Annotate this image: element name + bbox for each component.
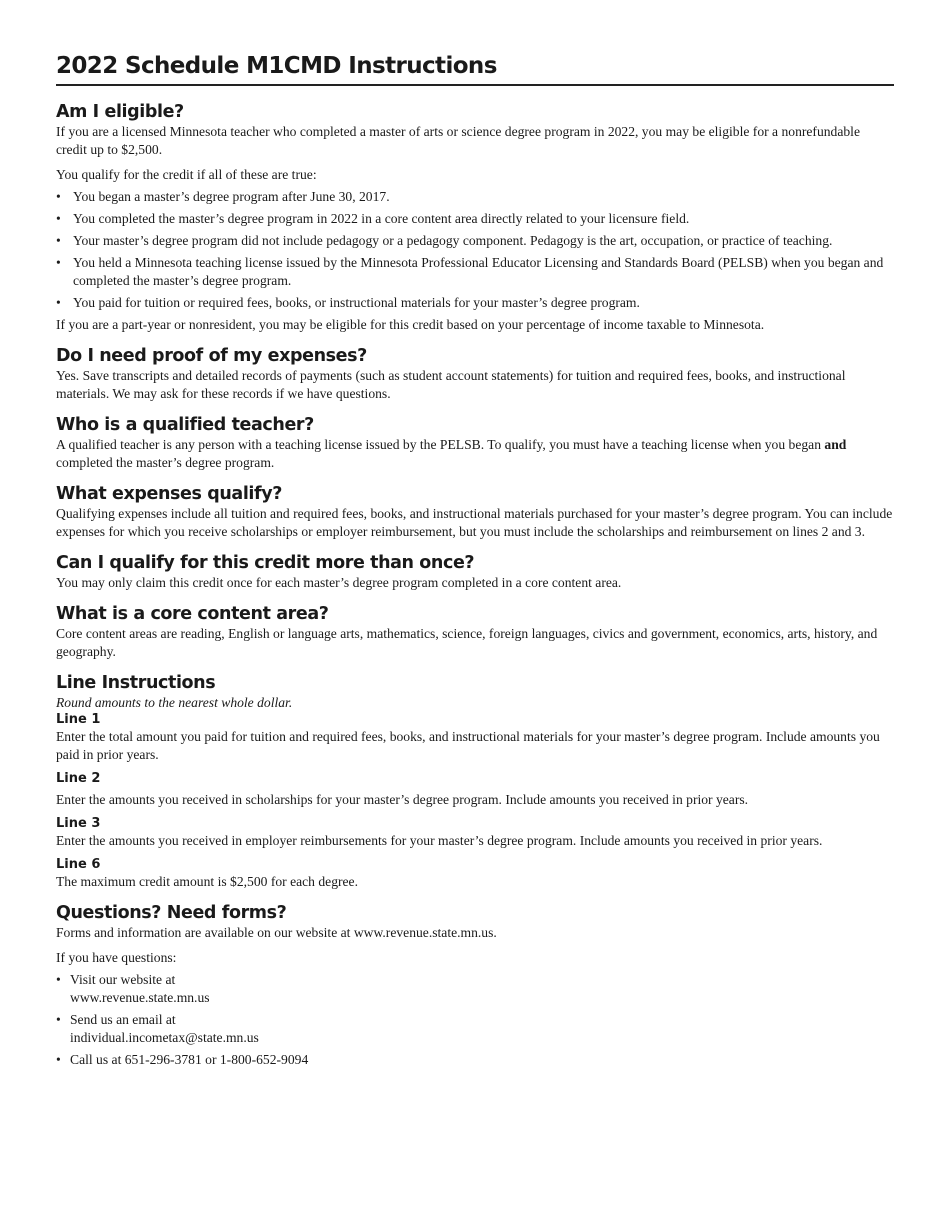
list-item	[56, 1051, 894, 1069]
line-body: Enter the amounts you received in employer reimbursements for your master’s degree program. Include amounts you received in prior years.	[56, 833, 823, 848]
contact-text: Send us an email at	[70, 1012, 176, 1027]
paragraph: You qualify for the credit if all of these are true:	[56, 167, 317, 182]
document-page	[56, 50, 894, 1069]
paragraph: If you are a licensed Minnesota teacher who completed a master of arts or science degree program in 2022, you may be eligible for a nonrefundable credit up to $2,500.	[56, 124, 860, 157]
section-core-content	[56, 603, 894, 661]
text-run: A qualified teacher is any person with a teaching license issued by the PELSB. To qualify, you must have a teaching license when you began	[56, 437, 825, 452]
text-run: completed the master’s degree program.	[56, 455, 275, 470]
paragraph: Forms and information are available on our website at www.revenue.state.mn.us.	[56, 925, 497, 940]
list-item	[56, 971, 894, 1007]
contact-text: Call us at 651-296-3781 or 1-800-652-9094	[70, 1052, 309, 1067]
section-qualified-teacher	[56, 414, 894, 472]
section-questions	[56, 902, 894, 1069]
section-expenses	[56, 483, 894, 541]
document-title: 2022 Schedule M1CMD Instructions	[56, 50, 894, 86]
paragraph: If you are a part-year or nonresident, you may be eligible for this credit based on your percentage of income taxable to Minnesota.	[56, 317, 765, 332]
bold-text: and	[824, 437, 847, 452]
paragraph: If you have questions:	[56, 950, 177, 965]
section-proof	[56, 345, 894, 403]
paragraph	[56, 436, 894, 472]
section-heading: Who is a qualified teacher?	[56, 415, 314, 435]
section-heading: Questions? Need forms?	[56, 903, 287, 923]
section-eligible	[56, 101, 894, 334]
list-item	[56, 1011, 894, 1047]
list-item: • You completed the master’s degree program in 2022 in a core content area directly related to your licensure field.	[56, 210, 894, 228]
line-label: Line 3	[56, 816, 101, 831]
section-line-instructions	[56, 672, 894, 891]
contact-text: Visit our website at	[70, 972, 176, 987]
list-item: • Your master’s degree program did not include pedagogy or a pedagogy component. Pedagogy is the art, occupation, or practice of teaching.	[56, 232, 894, 250]
section-more-than-once	[56, 552, 894, 592]
eligibility-list	[56, 188, 894, 312]
list-item: • You began a master’s degree program after June 30, 2017.	[56, 188, 894, 206]
line-label: Line 2	[56, 771, 101, 786]
paragraph: Yes. Save transcripts and detailed records of payments (such as student account statements) for tuition and required fees, books, and instructional materials. We may ask for these records if we have questions.	[56, 368, 846, 401]
section-heading: What is a core content area?	[56, 604, 329, 624]
section-heading: Do I need proof of my expenses?	[56, 346, 367, 366]
note: Round amounts to the nearest whole dollar.	[56, 695, 293, 710]
line-body: Enter the total amount you paid for tuition and required fees, books, and instructional materials for your master’s degree program. Include amounts you paid in prior years.	[56, 729, 880, 762]
website-link[interactable]: www.revenue.state.mn.us	[70, 990, 210, 1005]
paragraph: Core content areas are reading, English or language arts, mathematics, science, foreign languages, civics and government, economics, arts, history, and geography.	[56, 626, 878, 659]
list-item: • You paid for tuition or required fees, books, or instructional materials for your master’s degree program.	[56, 294, 894, 312]
paragraph: Qualifying expenses include all tuition and required fees, books, and instructional materials purchased for your master’s degree program. You can include expenses for which you receive scholarships or employer reimbursement, but you must include the scholarships and reimbursement on lines 2 and 3.	[56, 506, 893, 539]
line-body: Enter the amounts you received in scholarships for your master’s degree program. Include amounts you received in prior years.	[56, 792, 749, 807]
line-label: Line 1	[56, 712, 101, 727]
section-heading: Am I eligible?	[56, 102, 184, 122]
section-heading: Line Instructions	[56, 673, 216, 693]
list-item: • You held a Minnesota teaching license issued by the Minnesota Professional Educator Licensing and Standards Board (PELSB) when you began and completed the master’s degree program.	[56, 254, 894, 290]
contact-list	[56, 971, 894, 1069]
section-heading: Can I qualify for this credit more than once?	[56, 553, 475, 573]
line-label: Line 6	[56, 857, 101, 872]
paragraph: You may only claim this credit once for each master’s degree program completed in a core content area.	[56, 575, 622, 590]
line-body: The maximum credit amount is $2,500 for each degree.	[56, 874, 358, 889]
email-link[interactable]: individual.incometax@state.mn.us	[70, 1030, 259, 1045]
section-heading: What expenses qualify?	[56, 484, 282, 504]
